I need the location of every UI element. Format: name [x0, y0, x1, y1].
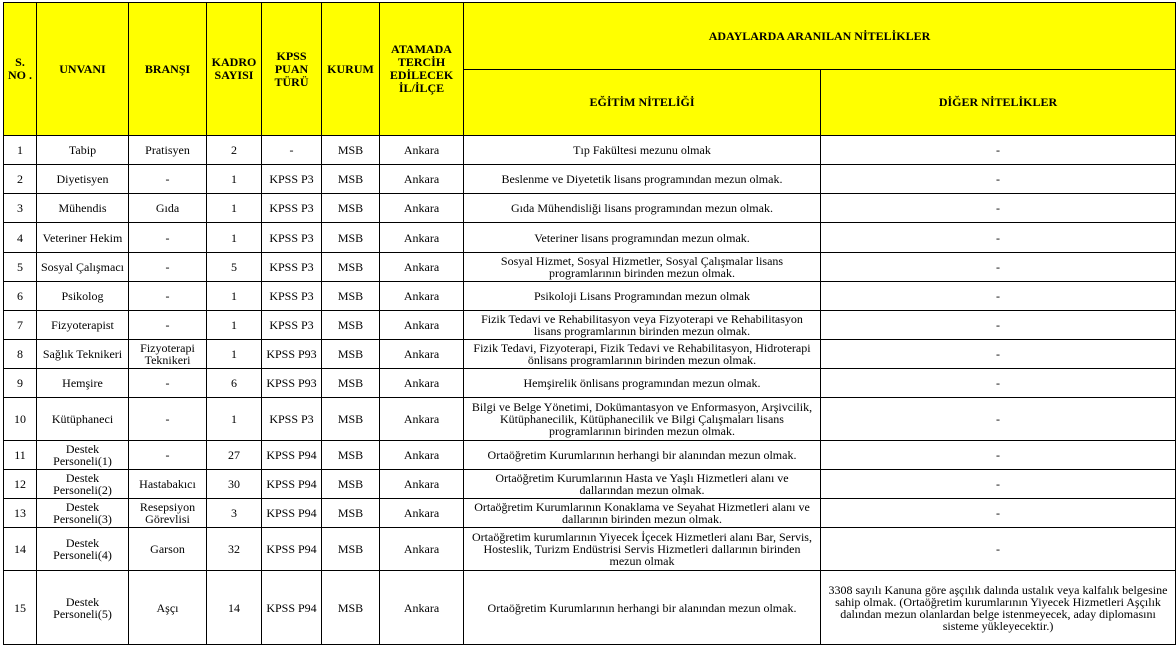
- cell-no: 1: [4, 136, 37, 165]
- cell-il: Ankara: [380, 253, 464, 282]
- table-row: [4, 136, 1176, 165]
- cell-no: 15: [4, 571, 37, 645]
- cell-egitim: Ortaöğretim Kurumlarının herhangi bir alanından mezun olmak.: [464, 571, 821, 645]
- cell-kurum: MSB: [322, 223, 380, 253]
- cell-no: 3: [4, 194, 37, 223]
- cell-il: Ankara: [380, 470, 464, 499]
- cell-diger: -: [821, 528, 1176, 571]
- table-row: [4, 194, 1176, 223]
- cell-egitim: Fizik Tedavi ve Rehabilitasyon veya Fizyoterapi ve Rehabilitasyon lisans programlarının birinden mezun olmak.: [464, 311, 821, 340]
- cell-egitim: Ortaöğretim Kurumlarının Hasta ve Yaşlı Hizmetleri alanı ve dallarından mezun olmak.: [464, 470, 821, 499]
- cell-il: Ankara: [380, 194, 464, 223]
- cell-diger: -: [821, 136, 1176, 165]
- cell-egitim: Ortaöğretim Kurumlarının herhangi bir alanından mezun olmak.: [464, 441, 821, 470]
- cell-kadro: 1: [207, 340, 262, 369]
- cell-kurum: MSB: [322, 311, 380, 340]
- cell-unvan: Mühendis: [37, 194, 129, 223]
- cell-il: Ankara: [380, 369, 464, 398]
- cell-diger: -: [821, 282, 1176, 311]
- cell-kpss: KPSS P3: [262, 194, 322, 223]
- cell-egitim: Tıp Fakültesi mezunu olmak: [464, 136, 821, 165]
- header-unvan: UNVANI: [37, 3, 129, 136]
- table-row: [4, 470, 1176, 499]
- table-row: [4, 499, 1176, 528]
- header-kadro: KADRO SAYISI: [207, 3, 262, 136]
- cell-kpss: KPSS P94: [262, 499, 322, 528]
- cell-brans: Fizyoterapi Teknikeri: [129, 340, 207, 369]
- cell-kurum: MSB: [322, 571, 380, 645]
- table-row: [4, 528, 1176, 571]
- table-row: [4, 441, 1176, 470]
- cell-kadro: 5: [207, 253, 262, 282]
- cell-unvan: Destek Personeli(2): [37, 470, 129, 499]
- cell-kurum: MSB: [322, 136, 380, 165]
- cell-no: 12: [4, 470, 37, 499]
- header-kurum: KURUM: [322, 3, 380, 136]
- cell-brans: Garson: [129, 528, 207, 571]
- cell-unvan: Psikolog: [37, 282, 129, 311]
- cell-kadro: 1: [207, 194, 262, 223]
- cell-diger: -: [821, 311, 1176, 340]
- cell-unvan: Tabip: [37, 136, 129, 165]
- cell-brans: -: [129, 441, 207, 470]
- cell-brans: -: [129, 369, 207, 398]
- cell-unvan: Destek Personeli(5): [37, 571, 129, 645]
- cell-kpss: KPSS P3: [262, 398, 322, 441]
- positions-table: [3, 2, 1176, 645]
- cell-unvan: Sağlık Teknikeri: [37, 340, 129, 369]
- cell-kurum: MSB: [322, 253, 380, 282]
- cell-brans: -: [129, 165, 207, 194]
- cell-brans: -: [129, 253, 207, 282]
- cell-kpss: KPSS P3: [262, 253, 322, 282]
- cell-egitim: Sosyal Hizmet, Sosyal Hizmetler, Sosyal Çalışmalar lisans programlarının birinden mezun olmak.: [464, 253, 821, 282]
- cell-no: 5: [4, 253, 37, 282]
- header-kpss: KPSS PUAN TÜRÜ: [262, 3, 322, 136]
- cell-il: Ankara: [380, 571, 464, 645]
- cell-brans: Gıda: [129, 194, 207, 223]
- cell-brans: -: [129, 311, 207, 340]
- cell-kpss: KPSS P94: [262, 470, 322, 499]
- cell-kadro: 1: [207, 165, 262, 194]
- cell-egitim: Bilgi ve Belge Yönetimi, Dokümantasyon ve Enformasyon, Arşivcilik, Kütüphanecilik, Kütüphanecilik ve Bilgi Çalışmaları lisans programlarının birinden mezun olmak.: [464, 398, 821, 441]
- table-row: [4, 340, 1176, 369]
- cell-egitim: Psikoloji Lisans Programından mezun olmak: [464, 282, 821, 311]
- cell-egitim: Veteriner lisans programından mezun olmak.: [464, 223, 821, 253]
- table-row: [4, 165, 1176, 194]
- cell-kadro: 1: [207, 223, 262, 253]
- cell-no: 2: [4, 165, 37, 194]
- table-row: [4, 398, 1176, 441]
- cell-unvan: Kütüphaneci: [37, 398, 129, 441]
- cell-kpss: KPSS P3: [262, 165, 322, 194]
- cell-kpss: KPSS P94: [262, 441, 322, 470]
- cell-egitim: Ortaöğretim Kurumlarının Konaklama ve Seyahat Hizmetleri alanı ve dallarının birinden mezun olmak.: [464, 499, 821, 528]
- cell-egitim: Fizik Tedavi, Fizyoterapi, Fizik Tedavi ve Rehabilitasyon, Hidroterapi önlisans programlarının birinden mezun olmak.: [464, 340, 821, 369]
- cell-kpss: KPSS P3: [262, 311, 322, 340]
- cell-brans: Hastabakıcı: [129, 470, 207, 499]
- cell-unvan: Fizyoterapist: [37, 311, 129, 340]
- cell-kurum: MSB: [322, 441, 380, 470]
- cell-kadro: 3: [207, 499, 262, 528]
- cell-il: Ankara: [380, 441, 464, 470]
- cell-il: Ankara: [380, 223, 464, 253]
- cell-diger: -: [821, 340, 1176, 369]
- table-row: [4, 571, 1176, 645]
- cell-kpss: KPSS P94: [262, 528, 322, 571]
- header-no: S. NO .: [4, 3, 37, 136]
- header-diger: DİĞER NİTELİKLER: [821, 70, 1176, 136]
- cell-no: 10: [4, 398, 37, 441]
- cell-kadro: 6: [207, 369, 262, 398]
- cell-no: 14: [4, 528, 37, 571]
- cell-kadro: 27: [207, 441, 262, 470]
- cell-kurum: MSB: [322, 398, 380, 441]
- cell-brans: Aşçı: [129, 571, 207, 645]
- cell-kadro: 1: [207, 282, 262, 311]
- table-row: [4, 223, 1176, 253]
- cell-egitim: Gıda Mühendisliği lisans programından mezun olmak.: [464, 194, 821, 223]
- cell-kpss: KPSS P3: [262, 223, 322, 253]
- cell-kpss: KPSS P94: [262, 571, 322, 645]
- cell-no: 4: [4, 223, 37, 253]
- cell-kurum: MSB: [322, 340, 380, 369]
- cell-kurum: MSB: [322, 165, 380, 194]
- cell-brans: Pratisyen: [129, 136, 207, 165]
- cell-diger: -: [821, 499, 1176, 528]
- cell-kadro: 2: [207, 136, 262, 165]
- cell-il: Ankara: [380, 499, 464, 528]
- cell-kpss: KPSS P93: [262, 369, 322, 398]
- cell-unvan: Veteriner Hekim: [37, 223, 129, 253]
- cell-unvan: Hemşire: [37, 369, 129, 398]
- cell-no: 7: [4, 311, 37, 340]
- cell-il: Ankara: [380, 528, 464, 571]
- cell-kpss: KPSS P93: [262, 340, 322, 369]
- cell-il: Ankara: [380, 311, 464, 340]
- cell-diger: 3308 sayılı Kanuna göre aşçılık dalında ustalık veya kalfalık belgesine sahip olmak. (Ortaöğretim kurumlarının Yiyecek Hizmetleri Aşçılık dalından mezun olanlardan belge istenmeyecek, aday diplomasını sisteme yükleyecektir.): [821, 571, 1176, 645]
- cell-kurum: MSB: [322, 194, 380, 223]
- cell-egitim: Beslenme ve Diyetetik lisans programından mezun olmak.: [464, 165, 821, 194]
- cell-il: Ankara: [380, 340, 464, 369]
- cell-unvan: Diyetisyen: [37, 165, 129, 194]
- header-atama: ATAMADA TERCİH EDİLECEK İL/İLÇE: [380, 3, 464, 136]
- cell-brans: -: [129, 398, 207, 441]
- header-egitim: EĞİTİM NİTELİĞİ: [464, 70, 821, 136]
- cell-diger: -: [821, 194, 1176, 223]
- cell-il: Ankara: [380, 136, 464, 165]
- cell-egitim: Ortaöğretim kurumlarının Yiyecek İçecek Hizmetleri alanı Bar, Servis, Hosteslik, Turizm Endüstrisi Servis Hizmetleri dallarının birinden mezun olmak: [464, 528, 821, 571]
- cell-kurum: MSB: [322, 282, 380, 311]
- cell-egitim: Hemşirelik önlisans programından mezun olmak.: [464, 369, 821, 398]
- cell-unvan: Destek Personeli(3): [37, 499, 129, 528]
- cell-kurum: MSB: [322, 499, 380, 528]
- cell-brans: -: [129, 223, 207, 253]
- cell-diger: -: [821, 470, 1176, 499]
- cell-diger: -: [821, 223, 1176, 253]
- cell-diger: -: [821, 441, 1176, 470]
- table-row: [4, 369, 1176, 398]
- table-row: [4, 311, 1176, 340]
- cell-kurum: MSB: [322, 470, 380, 499]
- cell-kadro: 32: [207, 528, 262, 571]
- table-row: [4, 253, 1176, 282]
- cell-unvan: Sosyal Çalışmacı: [37, 253, 129, 282]
- cell-kpss: -: [262, 136, 322, 165]
- cell-no: 6: [4, 282, 37, 311]
- cell-il: Ankara: [380, 165, 464, 194]
- cell-kadro: 14: [207, 571, 262, 645]
- cell-kpss: KPSS P3: [262, 282, 322, 311]
- table-body: [4, 136, 1176, 645]
- header-brans: BRANŞI: [129, 3, 207, 136]
- cell-diger: -: [821, 398, 1176, 441]
- cell-kadro: 1: [207, 311, 262, 340]
- cell-diger: -: [821, 165, 1176, 194]
- cell-no: 13: [4, 499, 37, 528]
- cell-kurum: MSB: [322, 369, 380, 398]
- cell-unvan: Destek Personeli(1): [37, 441, 129, 470]
- cell-il: Ankara: [380, 398, 464, 441]
- cell-kurum: MSB: [322, 528, 380, 571]
- cell-unvan: Destek Personeli(4): [37, 528, 129, 571]
- cell-no: 11: [4, 441, 37, 470]
- cell-diger: -: [821, 253, 1176, 282]
- cell-kadro: 30: [207, 470, 262, 499]
- cell-brans: Resepsiyon Görevlisi: [129, 499, 207, 528]
- cell-brans: -: [129, 282, 207, 311]
- cell-diger: -: [821, 369, 1176, 398]
- table-row: [4, 282, 1176, 311]
- cell-kadro: 1: [207, 398, 262, 441]
- cell-il: Ankara: [380, 282, 464, 311]
- cell-no: 8: [4, 340, 37, 369]
- cell-no: 9: [4, 369, 37, 398]
- table-header: [4, 3, 1176, 136]
- header-nitelikler: ADAYLARDA ARANILAN NİTELİKLER: [464, 3, 1176, 70]
